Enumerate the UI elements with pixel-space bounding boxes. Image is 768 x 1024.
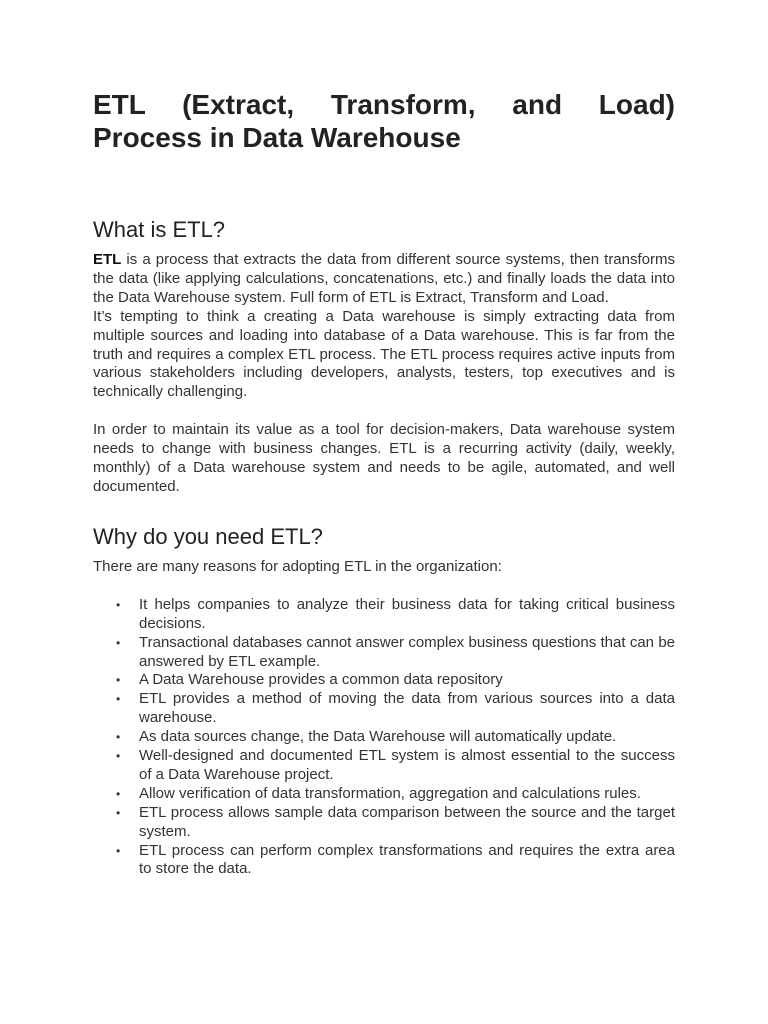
list-item (116, 803, 675, 842)
list-item-text: Well-designed and documented ETL system is almost essential to the success of a Data Warehouse project. (139, 747, 675, 783)
section-heading-why-etl: Why do you need ETL? (93, 523, 323, 549)
list-item (116, 784, 675, 804)
document-title: ETL (Extract, Transform, and Load) Process in Data Warehouse (93, 89, 675, 153)
section-heading-what-is-etl: What is ETL? (93, 217, 226, 242)
list-item-text: A Data Warehouse provides a common data repository (139, 671, 503, 689)
list-item-text: ETL provides a method of moving the data from various sources into a data warehouse. (139, 690, 675, 727)
list-item-text: Allow verification of data transformation, aggregation and calculations rules. (139, 784, 641, 802)
list-item (116, 728, 675, 747)
paragraph-etl-complexity: It’s tempting to think a creating a Data warehouse is simply extracting data from multiple sources and loading into database of a Data warehouse. This is far from the truth and requires a complex ETL process. The ETL process requires active inputs from various stakeholders including developers, analysts, testers, top executives and is technically challenging. (93, 307, 675, 401)
list-item-text: ETL process can perform complex transformations and requires the extra area to store the data. (139, 841, 675, 878)
list-item-text: It helps companies to analyze their business data for taking critical business decisions. (139, 595, 675, 632)
paragraph-etl-maintenance: In order to maintain its value as a tool for decision-makers, Data warehouse system needs to change with business changes. ETL is a recurring activity (daily, weekly, monthly) of a Data warehouse system and needs to be agile, automated, and well documented. (93, 421, 675, 495)
list-item (116, 690, 675, 728)
bullet-icon: • (116, 843, 121, 858)
paragraph-reasons-intro: There are many reasons for adopting ETL in the organization: (93, 557, 502, 575)
list-item-text: ETL process allows sample data comparison between the source and the target system. (139, 803, 675, 840)
list-item (116, 595, 675, 634)
reasons-list (93, 596, 675, 880)
bullet-icon: • (116, 597, 121, 612)
etl-bold-term: ETL (93, 251, 122, 268)
paragraph-etl-definition (93, 251, 675, 308)
bullet-icon: • (116, 635, 121, 650)
bullet-icon: • (116, 805, 121, 820)
list-item (116, 671, 675, 690)
list-item (116, 841, 675, 880)
bullet-icon: • (116, 730, 121, 745)
list-item (116, 747, 675, 785)
bullet-icon: • (116, 786, 121, 801)
list-item (116, 633, 675, 672)
list-item-text: As data sources change, the Data Warehouse will automatically update. (139, 728, 617, 746)
bullet-icon: • (116, 692, 121, 707)
bullet-icon: • (116, 749, 121, 764)
document-page (93, 88, 675, 879)
list-item-text: Transactional databases cannot answer complex business questions that can be answered by ETL example. (139, 633, 675, 670)
bullet-icon: • (116, 673, 121, 688)
etl-definition-text: is a process that extracts the data from different source systems, then transforms the data (like applying calculations, concatenations, etc.) and finally loads the data into the Data Warehouse system. Full form of ETL is Extract, Transform and Load. (93, 251, 675, 306)
